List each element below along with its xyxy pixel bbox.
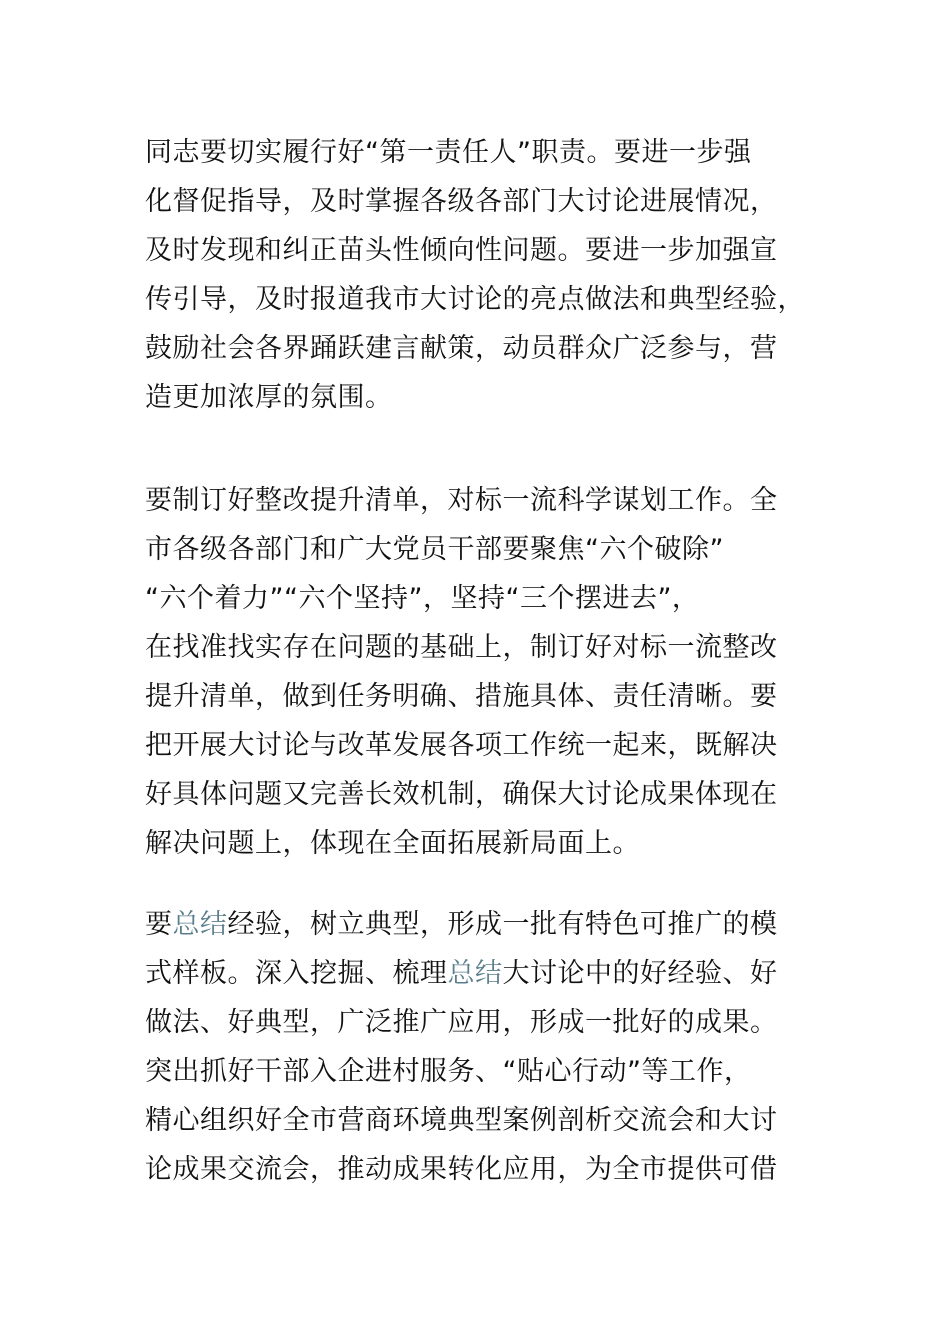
text-line: 市各级各部门和广大党员干部要聚焦“六个破除” bbox=[145, 534, 724, 565]
text-line: 在找准找实存在问题的基础上，制订好对标一流整改 bbox=[145, 632, 778, 663]
paragraph-1 bbox=[145, 128, 845, 422]
text-line: 传引导，及时报道我市大讨论的亮点做法和典型经验， bbox=[145, 284, 805, 315]
highlighted-word: 总结 bbox=[172, 909, 228, 940]
text-line: 突出抓好干部入企进村服务、“贴心行动”等工作， bbox=[145, 1056, 752, 1087]
text-line: 论成果交流会，推动成果转化应用，为全市提供可借 bbox=[145, 1154, 778, 1185]
text-line: 把开展大讨论与改革发展各项工作统一起来，既解决 bbox=[145, 730, 778, 761]
text-line: 造更加浓厚的氛围。 bbox=[145, 382, 393, 413]
paragraph-3 bbox=[145, 900, 845, 1194]
paragraph-2 bbox=[145, 476, 845, 868]
text-line: 及时发现和纠正苗头性倾向性问题。要进一步加强宣 bbox=[145, 235, 778, 266]
text-line: 做法、好典型，广泛推广应用，形成一批好的成果。 bbox=[145, 1007, 778, 1038]
text-line: 鼓励社会各界踊跃建言献策，动员群众广泛参与，营 bbox=[145, 333, 778, 364]
text-line: 好具体问题又完善长效机制，确保大讨论成果体现在 bbox=[145, 779, 778, 810]
text-line: “六个着力”“六个坚持”，坚持“三个摆进去”， bbox=[145, 583, 700, 614]
text-line: 要总结经验，树立典型，形成一批有特色可推广的模 bbox=[145, 909, 778, 940]
text-line: 式样板。深入挖掘、梳理总结大讨论中的好经验、好 bbox=[145, 958, 778, 989]
text-line: 要制订好整改提升清单，对标一流科学谋划工作。全 bbox=[145, 485, 778, 516]
text-line: 同志要切实履行好“第一责任人”职责。要进一步强 bbox=[145, 137, 752, 168]
text-line: 解决问题上，体现在全面拓展新局面上。 bbox=[145, 828, 640, 859]
text-line: 提升清单，做到任务明确、措施具体、责任清晰。要 bbox=[145, 681, 778, 712]
text-line: 精心组织好全市营商环境典型案例剖析交流会和大讨 bbox=[145, 1105, 778, 1136]
highlighted-word: 总结 bbox=[447, 958, 503, 989]
text-line: 化督促指导，及时掌握各级各部门大讨论进展情况， bbox=[145, 186, 778, 217]
